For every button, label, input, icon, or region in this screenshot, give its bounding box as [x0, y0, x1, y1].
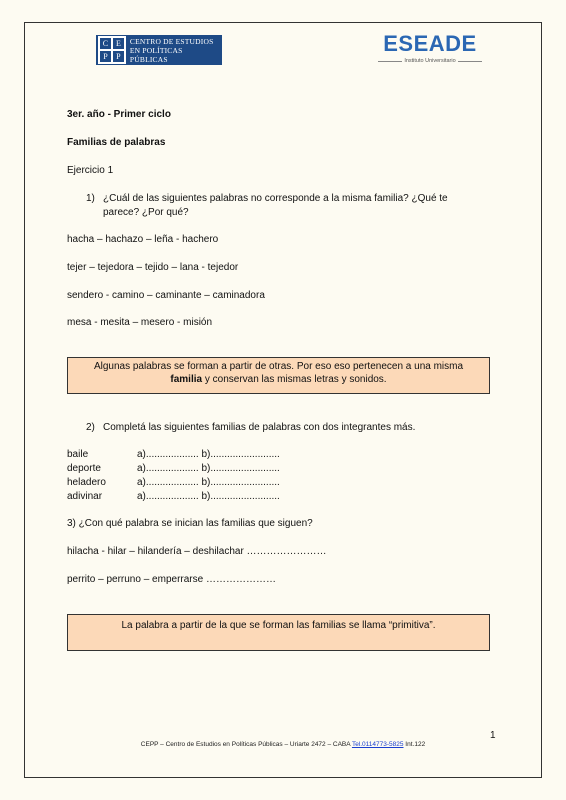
base-word: adivinar: [67, 491, 103, 502]
family-line: mesa - mesita – mesero - misión: [67, 317, 213, 328]
family-line: tejer – tejedora – tejido – lana - tejedor: [67, 262, 239, 273]
definition-box-family: [67, 357, 490, 394]
definition-rest: y conservan las mismas letras y sonidos.: [202, 374, 387, 385]
grade-heading: 3er. año - Primer ciclo: [67, 109, 171, 120]
answer-blanks[interactable]: a)................... b).........................: [137, 463, 280, 474]
cepp-name-line1: CENTRO DE ESTUDIOS: [129, 36, 214, 46]
question-1-line2: parece? ¿Por qué?: [103, 207, 189, 218]
question-1-number: 1): [86, 193, 95, 204]
eseade-name: ESEADE: [383, 31, 477, 56]
question-2-text: Completá las siguientes familias de palabras con dos integrantes más.: [103, 422, 416, 433]
question-1-line1: ¿Cuál de las siguientes palabras no corresponde a la misma familia? ¿Qué te: [103, 193, 448, 204]
base-word: deporte: [67, 463, 101, 474]
cepp-letter: E: [112, 37, 125, 50]
cepp-monogram: [98, 36, 126, 64]
complete-row: [67, 476, 280, 489]
footer-extension: Int.122: [403, 741, 426, 748]
base-word: baile: [67, 449, 89, 460]
question-3-line[interactable]: hilacha - hilar – hilandería – deshilachar ……………………: [67, 546, 327, 557]
eseade-subtitle: Instituto Universitario: [376, 58, 484, 64]
cepp-name-line2: EN POLÍTICAS PÚBLICAS: [129, 45, 183, 64]
cepp-letter: P: [112, 50, 125, 63]
eseade-logo: [376, 32, 484, 64]
exercise-label: Ejercicio 1: [67, 165, 114, 176]
complete-row: [67, 462, 280, 475]
question-3: 3) ¿Con qué palabra se inician las familias que siguen?: [67, 518, 313, 529]
topic-heading: Familias de palabras: [67, 137, 166, 148]
footer: [0, 741, 566, 748]
primitive-definition: La palabra a partir de la que se forman las familias se llama “primitiva”.: [121, 620, 436, 631]
cepp-letter: P: [99, 50, 112, 63]
answer-blanks[interactable]: a)................... b).........................: [137, 449, 280, 460]
cepp-logo: [96, 35, 222, 65]
definition-line1: Algunas palabras se forman a partir de otras. Por eso eso pertenecen a una misma: [93, 361, 464, 372]
footer-phone-link[interactable]: Tel.0114773-5825: [351, 741, 404, 748]
base-word: heladero: [67, 477, 106, 488]
page-number: 1: [490, 730, 496, 741]
answer-blanks[interactable]: a)................... b).........................: [137, 491, 280, 502]
footer-text: CEPP – Centro de Estudios en Políticas Públicas – Uriarte 2472 – CABA: [140, 741, 352, 748]
definition-keyword: familia: [170, 374, 203, 385]
complete-row: [67, 490, 280, 503]
family-line: hacha – hachazo – leña - hachero: [67, 234, 219, 245]
question-3-line[interactable]: perrito – perruno – emperrarse …………………: [67, 574, 276, 585]
family-line: sendero - camino – caminante – caminadora: [67, 290, 265, 301]
complete-row: [67, 448, 280, 461]
cepp-letter: C: [99, 37, 112, 50]
answer-blanks[interactable]: a)................... b).........................: [137, 477, 280, 488]
question-2-number: 2): [86, 422, 95, 433]
definition-box-primitive: [67, 614, 490, 651]
